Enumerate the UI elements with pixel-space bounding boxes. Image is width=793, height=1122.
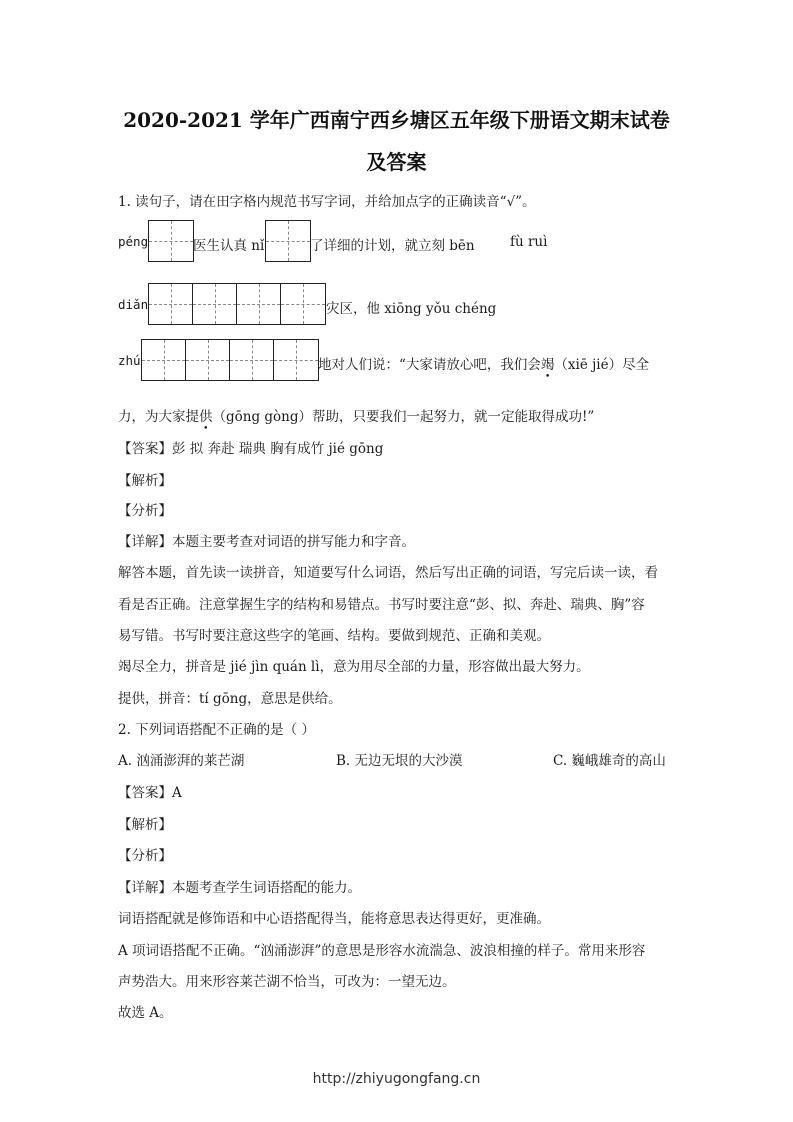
q1-row3-pinyin: zhú [118,353,141,368]
q1-para5: 提供，拼音：tí gōng，意思是供给。 [118,691,342,707]
q1-row3-text [318,353,649,373]
q2-option-c[interactable]: C. 巍峨雄奇的高山 [553,753,666,769]
footer-url[interactable]: http://zhiyugongfang.cn [312,1071,481,1087]
q2-jiexi: 【解析】 [118,817,172,833]
q1-para1: 解答本题，首先读一读拼音，知道要写什么词语，然后写出正确的词语，写完后读一读，看 [118,565,658,581]
q1-para3: 易写错。书写时要注意这些字的笔画、结构。要做到规范、正确和美观。 [118,628,550,644]
q1-row4-text2: （gōng gòng）帮助，只要我们一起努力，就一定能取得成功!” [212,409,595,425]
dotted-char-jie: 竭 [540,357,555,373]
q1-row4-text [118,405,594,425]
q1-fenxi: 【分析】 [118,503,172,519]
tianzige-box-2[interactable] [265,220,311,262]
q2-para2: A 项词语搭配不正确。“汹涌澎湃”的意思是形容水流湍急、波浪相撞的样子。常用来形容 [118,943,646,959]
dotted-char-gong: 供 [199,409,213,425]
q2-answer: 【答案】A [118,785,182,801]
q2-para4: 故选 A。 [118,1005,173,1021]
q1-row1-text2: 了详细的计划，就立刻 bēn [310,238,475,254]
q2-option-a[interactable]: A. 汹涌澎湃的莱芒湖 [118,753,245,769]
q1-detail: 【详解】本题主要考查对词语的拼写能力和字音。 [118,534,415,550]
q1-row1-text3: fù ruì [510,234,548,250]
q1-prompt: 1. 读句子，请在田字格内规范书写字词，并给加点字的正确读音“√”。 [118,194,536,210]
q1-row1-pinyin: péng [118,234,149,249]
q1-row3-text1: 地对人们说：“大家请放心吧，我们会 [318,357,541,373]
q2-para1: 词语搭配就是修饰语和中心语搭配得当，能将意思表达得更好，更准确。 [118,911,550,927]
q2-option-b[interactable]: B. 无边无垠的大沙漠 [336,753,463,769]
q1-row4-text1: 力，为大家提 [118,409,199,425]
q1-row1-text1: 医生认真 nǐ [193,238,265,254]
q1-para2: 看是否正确。注意掌握生字的结构和易错点。书写时要注意“彭、拟、奔赴、瑞典、胸”容 [118,597,645,613]
q1-row3-text2: （xiē jié）尽全 [554,357,650,373]
q1-jiexi: 【解析】 [118,473,172,489]
q1-answer: 【答案】彭 拟 奔赴 瑞典 胸有成竹 jié gōng [118,441,384,457]
tianzige-box-1[interactable] [148,220,194,262]
q1-row2-pinyin: diǎn [118,297,149,312]
tianzige-box-4[interactable] [141,339,319,381]
doc-title-line2: 及答案 [366,150,427,174]
q2-para3: 声势浩大。用来形容莱芒湖不恰当，可改为：一望无边。 [118,974,456,990]
q2-prompt: 2. 下列词语搭配不正确的是（ ） [118,722,315,738]
tianzige-box-3[interactable] [148,283,326,325]
q2-fenxi: 【分析】 [118,848,172,864]
q2-detail: 【详解】本题考查学生词语搭配的能力。 [118,880,361,896]
q1-para4: 竭尽全力，拼音是 jié jìn quán lì，意为用尽全部的力量，形容做出最大努力。 [118,659,590,675]
doc-title-line1: 2020-2021 学年广西南宁西乡塘区五年级下册语文期末试卷 [123,108,670,132]
q1-row2-text: 灾区，他 xiōng yǒu chéng [326,301,497,317]
